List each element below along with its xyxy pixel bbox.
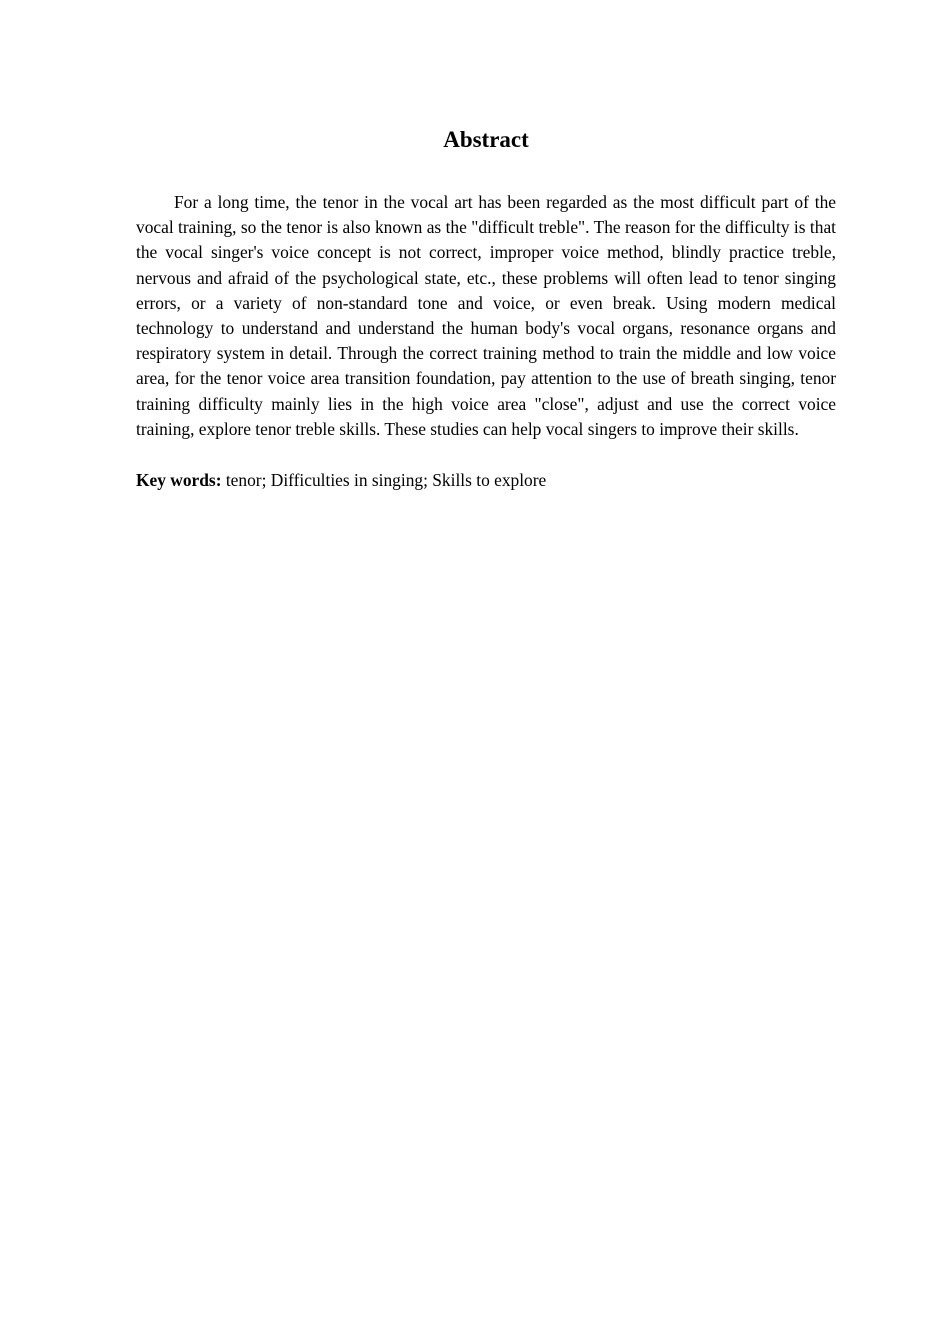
abstract-title: Abstract <box>443 127 529 152</box>
keywords-text: tenor; Difficulties in singing; Skills to explore <box>221 470 547 490</box>
keywords-label: Key words: <box>136 470 222 490</box>
keywords-line <box>136 468 836 493</box>
abstract-body: For a long time, the tenor in the vocal art has been regarded as the most difficult part of the vocal training, so the tenor is also known as the "difficult treble". The reason for the difficulty is that the vocal singer's voice concept is not correct, improper voice method, blindly practice treble, nervous and afraid of the psychological state, etc., these problems will often lead to tenor singing errors, or a variety of non-standard tone and voice, or even break. Using modern medical technology to understand and understand the human body's vocal organs, resonance organs and respiratory system in detail. Through the correct training method to train the middle and low voice area, for the tenor voice area transition foundation, pay attention to the use of breath singing, tenor training difficulty mainly lies in the high voice area "close", adjust and use the correct voice training, explore tenor treble skills. These studies can help vocal singers to improve their skills. <box>136 192 836 439</box>
